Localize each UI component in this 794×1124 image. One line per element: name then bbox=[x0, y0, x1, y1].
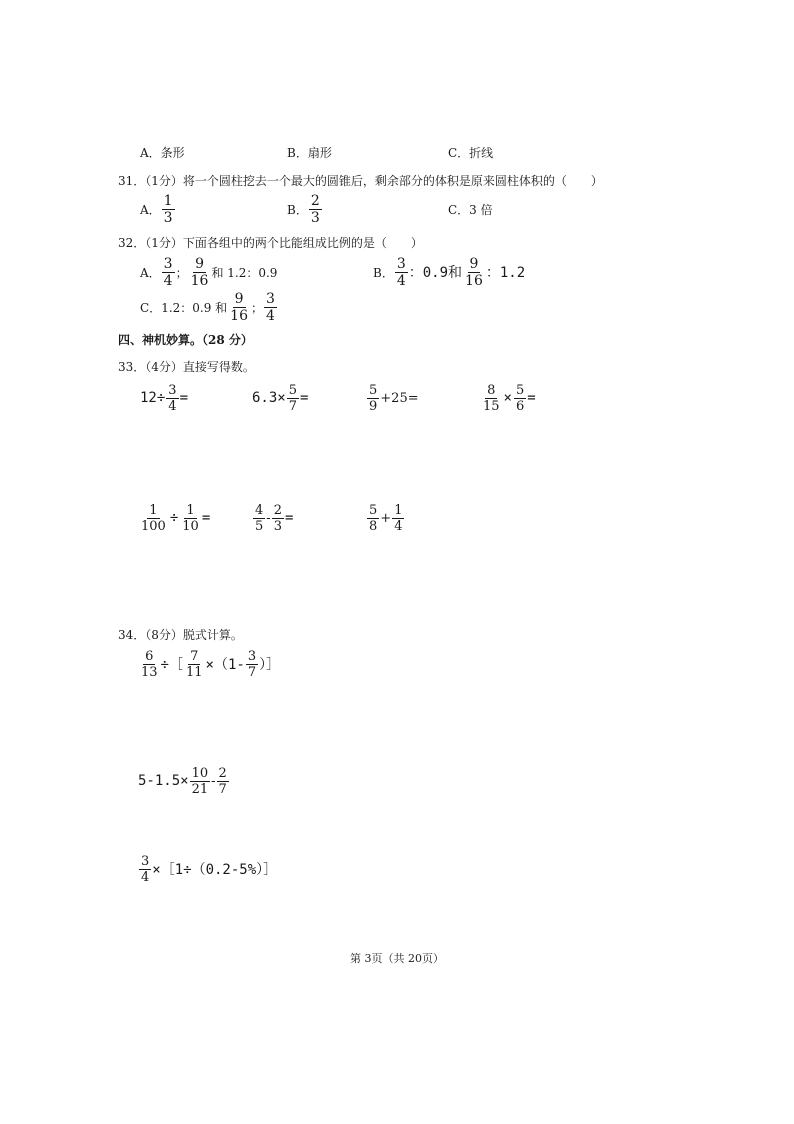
expr-text: ×［1÷（0.2-5%）］ bbox=[152, 862, 278, 878]
q34-expr-1 bbox=[138, 646, 280, 682]
equals-sign: = bbox=[300, 390, 309, 406]
fraction: $\frac{4}{5}$ bbox=[255, 502, 264, 534]
fraction: $\frac{2}{3}$ bbox=[273, 502, 282, 534]
fraction: $\frac{7}{11}$ bbox=[185, 648, 203, 680]
option-label: A． bbox=[140, 265, 161, 280]
fraction: $\frac{8}{15}$ bbox=[483, 382, 500, 414]
q32-option-a bbox=[140, 255, 277, 289]
fraction: $\frac{3}{4}$ bbox=[163, 255, 173, 289]
q31-option-b bbox=[287, 192, 323, 226]
ratio-text: ：1.2 bbox=[485, 265, 526, 281]
fraction: $\frac{3}{4}$ bbox=[266, 290, 275, 324]
q33-expr-7 bbox=[366, 500, 405, 536]
expr-text: +25= bbox=[380, 390, 419, 406]
q34-stem: 34．（8分）脱式计算。 bbox=[118, 628, 243, 642]
fraction: $\frac{1}{100}$ bbox=[141, 502, 166, 534]
fraction: $\frac{3}{4}$ bbox=[141, 853, 150, 885]
q33-stem: 33．（4分）直接写得数。 bbox=[118, 360, 255, 374]
q32-option-c bbox=[140, 290, 278, 324]
option-label: C． bbox=[140, 300, 162, 315]
fraction: $\frac{1}{10}$ bbox=[182, 502, 199, 534]
q33-expr-3 bbox=[366, 380, 419, 416]
q30-option-a: A．条形 bbox=[140, 146, 185, 160]
q33-expr-5 bbox=[138, 500, 210, 536]
ratio-text: 和 1.2：0.9 bbox=[211, 265, 278, 280]
option-label: A． bbox=[140, 202, 161, 217]
operator: - bbox=[211, 773, 216, 789]
fraction: $\frac{9}{16}$ bbox=[190, 255, 209, 289]
ratio-text: 1.2：0.9 和 bbox=[161, 300, 228, 315]
q31-option-a bbox=[140, 192, 176, 226]
equals-sign: = bbox=[284, 510, 294, 526]
fraction: $\frac{5}{9}$ bbox=[369, 382, 378, 414]
fraction: $\frac{5}{6}$ bbox=[515, 382, 525, 414]
expr-text: ×（1- bbox=[205, 657, 245, 673]
q33-expr-1 bbox=[140, 380, 188, 416]
q30-option-b: B．扇形 bbox=[287, 146, 332, 160]
q34-expr-2 bbox=[138, 763, 230, 799]
equals-sign: = bbox=[527, 390, 536, 406]
q34-expr-3 bbox=[138, 851, 277, 887]
fraction: $\frac{9}{16}$ bbox=[230, 290, 248, 324]
equals-sign: = bbox=[179, 390, 189, 406]
fraction: $\frac{5}{8}$ bbox=[369, 502, 378, 534]
q31-stem: 31．（1分）将一个圆柱挖去一个最大的圆锥后，剩余部分的体积是原来圆柱体积的（ ） bbox=[118, 174, 603, 188]
q32-stem: 32．（1分）下面各组中的两个比能组成比例的是（ ） bbox=[118, 236, 423, 250]
operator: × bbox=[503, 390, 512, 406]
expr-text: ）］ bbox=[259, 657, 281, 673]
operator: - bbox=[266, 510, 271, 526]
operator: ÷ bbox=[169, 510, 179, 526]
q33-expr-2 bbox=[252, 380, 308, 416]
fraction: $\frac{2}{3}$ bbox=[310, 192, 320, 226]
fraction: $\frac{1}{3}$ bbox=[163, 192, 173, 226]
separator: ； bbox=[175, 265, 188, 280]
q32-option-b bbox=[373, 255, 525, 289]
fraction: $\frac{10}{21}$ bbox=[191, 765, 209, 797]
operator: + bbox=[380, 510, 392, 526]
q33-expr-6 bbox=[252, 500, 293, 536]
fraction: $\frac{9}{16}$ bbox=[465, 255, 483, 289]
section-title: 四、神机妙算。（28 分） bbox=[118, 333, 253, 347]
expr-text: 6.3× bbox=[252, 390, 286, 406]
q33-expr-4 bbox=[480, 380, 536, 416]
fraction: $\frac{3}{7}$ bbox=[247, 648, 257, 680]
ratio-text: ：0.9和 bbox=[408, 265, 463, 281]
fraction: $\frac{3}{4}$ bbox=[396, 255, 406, 289]
expr-text: 12÷ bbox=[140, 390, 166, 406]
expr-text: ÷［ bbox=[160, 657, 183, 673]
q31-option-c: C．3 倍 bbox=[448, 203, 493, 217]
fraction: $\frac{1}{4}$ bbox=[394, 502, 403, 534]
fraction: $\frac{6}{13}$ bbox=[141, 648, 158, 680]
fraction: $\frac{2}{7}$ bbox=[218, 765, 227, 797]
option-label: B． bbox=[373, 265, 394, 280]
expr-text: 5-1.5× bbox=[138, 773, 189, 789]
fraction: $\frac{5}{7}$ bbox=[288, 382, 297, 414]
separator: ； bbox=[251, 300, 264, 315]
page-number: 第 3页（共 20页） bbox=[350, 952, 444, 965]
q30-option-c: C．折线 bbox=[448, 146, 494, 160]
equals-sign: = bbox=[201, 510, 211, 526]
option-label: B． bbox=[287, 202, 308, 217]
fraction: $\frac{3}{4}$ bbox=[168, 382, 177, 414]
